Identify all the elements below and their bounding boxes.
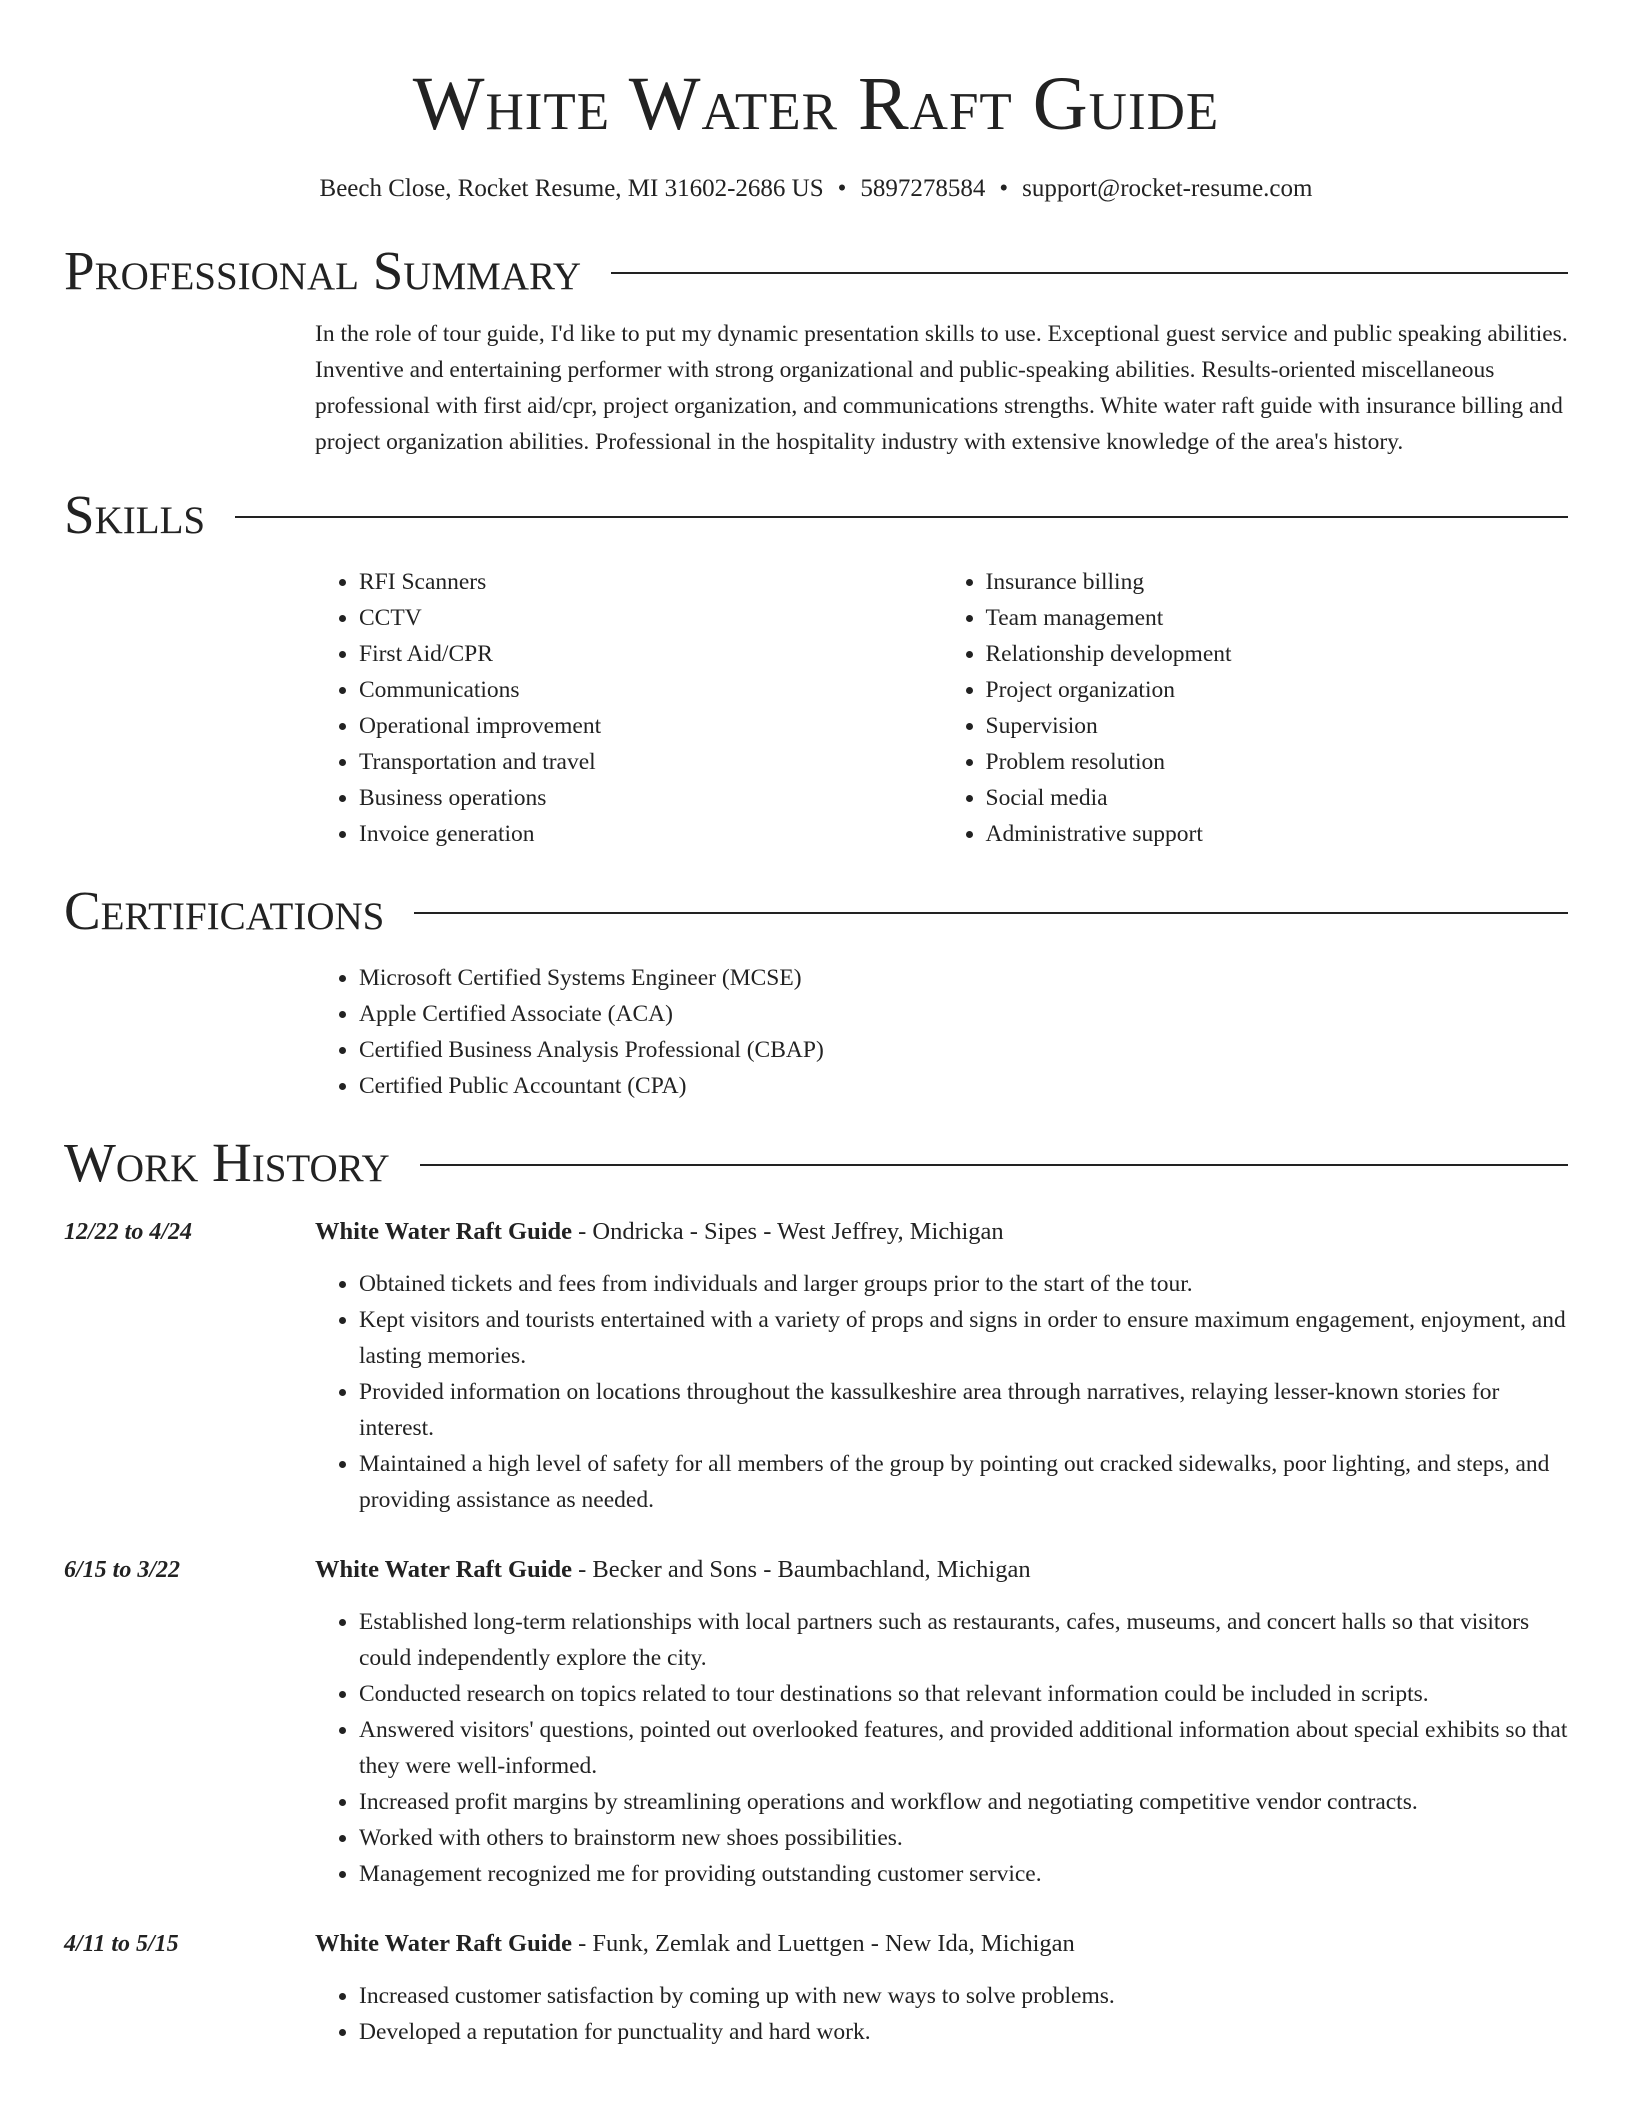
work-section-header xyxy=(64,1130,1568,1196)
skill-item: • Insurance billing xyxy=(986,564,1569,600)
skill-item: • Transportation and travel xyxy=(359,744,942,780)
certification-item: • Certified Public Accountant (CPA) xyxy=(359,1068,1568,1104)
job-bullets xyxy=(315,1266,1568,1518)
job-entry xyxy=(64,1552,1568,1892)
certification-item: • Apple Certified Associate (ACA) xyxy=(359,996,1568,1032)
skill-item: • CCTV xyxy=(359,600,942,636)
skill-item: • Invoice generation xyxy=(359,816,942,852)
contact-email: support@rocket-resume.com xyxy=(1022,175,1313,202)
job-dates: 4/11 to 5/15 xyxy=(64,1931,179,1957)
job-bullet: • Provided information on locations throughout the kassulkeshire area through narratives, relaying lesser-known stories for interest. xyxy=(359,1374,1568,1446)
skill-item: • Project organization xyxy=(986,672,1569,708)
skills-section-header xyxy=(64,482,1568,548)
job-entry xyxy=(64,1214,1568,1518)
job-title: White Water Raft Guide xyxy=(315,1218,573,1245)
job-bullet: • Increased customer satisfaction by coming up with new ways to solve problems. xyxy=(359,1978,1568,2014)
job-heading xyxy=(315,1552,1568,1588)
certifications-list xyxy=(315,960,1568,1104)
skills-list-left xyxy=(315,564,942,852)
job-company: - Becker and Sons - Baumbachland, Michigan xyxy=(572,1556,1031,1583)
skill-item: • Supervision xyxy=(986,708,1569,744)
section-divider xyxy=(611,272,1568,274)
resume-title: White Water Raft Guide xyxy=(412,62,1220,146)
job-content xyxy=(315,1214,1568,1518)
job-bullet: • Obtained tickets and fees from individuals and larger groups prior to the start of the tour. xyxy=(359,1266,1568,1302)
job-dates: 6/15 to 3/22 xyxy=(64,1557,181,1583)
certifications-body xyxy=(315,960,1568,1104)
section-divider xyxy=(414,912,1568,914)
job-dates: 12/22 to 4/24 xyxy=(64,1219,193,1245)
summary-text: In the role of tour guide, I'd like to put my dynamic presentation skills to use. Exceptional guest service and public speaking abilities. Inventive and entertaining performer with strong organizational and public-speaking abilities. Results-oriented miscellaneous professional with first aid/cpr, project organization, and communications strengths. White water raft guide with insurance billing and project organization abilities. Professional in the hospitality industry with extensive knowledge of the area's history. xyxy=(315,321,1568,455)
job-content xyxy=(315,1926,1568,2050)
job-company: - Ondricka - Sipes - West Jeffrey, Michigan xyxy=(572,1218,1004,1245)
section-divider xyxy=(235,516,1568,518)
job-bullet: • Kept visitors and tourists entertained with a variety of props and signs in order to ensure maximum engagement, enjoyment, and lasting memories. xyxy=(359,1302,1568,1374)
job-bullets xyxy=(315,1604,1568,1892)
certification-item: • Certified Business Analysis Professional (CBAP) xyxy=(359,1032,1568,1068)
work-heading: Work History xyxy=(64,1132,390,1193)
job-title: White Water Raft Guide xyxy=(315,1930,573,1957)
skill-item: • Communications xyxy=(359,672,942,708)
certifications-heading: Certifications xyxy=(64,880,385,941)
job-title: White Water Raft Guide xyxy=(315,1556,573,1583)
job-entry xyxy=(64,1926,1568,2050)
job-bullet: • Management recognized me for providing outstanding customer service. xyxy=(359,1856,1568,1892)
skill-item: • RFI Scanners xyxy=(359,564,942,600)
job-bullet: • Developed a reputation for punctuality and hard work. xyxy=(359,2014,1568,2050)
contact-line xyxy=(64,172,1568,206)
job-heading xyxy=(315,1214,1568,1250)
job-content xyxy=(315,1552,1568,1892)
job-bullet: • Established long-term relationships with local partners such as restaurants, cafes, museums, and concert halls so that visitors could independently explore the city. xyxy=(359,1604,1568,1676)
skill-item: • Business operations xyxy=(359,780,942,816)
skill-item: • Social media xyxy=(986,780,1569,816)
certifications-section-header xyxy=(64,878,1568,944)
summary-section-header xyxy=(64,238,1568,304)
job-bullet: • Maintained a high level of safety for all members of the group by pointing out cracked sidewalks, poor lighting, and steps, and providing assistance as needed. xyxy=(359,1446,1568,1518)
skill-item: • Administrative support xyxy=(986,816,1569,852)
job-bullet: • Conducted research on topics related to tour destinations so that relevant information could be included in scripts. xyxy=(359,1676,1568,1712)
section-divider xyxy=(420,1164,1568,1166)
summary-heading: Professional Summary xyxy=(64,240,582,301)
job-heading xyxy=(315,1926,1568,1962)
skills-body xyxy=(315,564,1568,852)
job-bullet: • Worked with others to brainstorm new shoes possibilities. xyxy=(359,1820,1568,1856)
summary-body xyxy=(315,316,1568,460)
contact-separator: • xyxy=(837,175,847,202)
certification-item: • Microsoft Certified Systems Engineer (MCSE) xyxy=(359,960,1568,996)
skill-item: • Team management xyxy=(986,600,1569,636)
job-bullet: • Increased profit margins by streamlining operations and workflow and negotiating competitive vendor contracts. xyxy=(359,1784,1568,1820)
job-company: - Funk, Zemlak and Luettgen - New Ida, Michigan xyxy=(572,1930,1075,1957)
skill-item: • Problem resolution xyxy=(986,744,1569,780)
skill-item: • Relationship development xyxy=(986,636,1569,672)
contact-address: Beech Close, Rocket Resume, MI 31602-2686 US xyxy=(319,175,824,202)
skill-item: • First Aid/CPR xyxy=(359,636,942,672)
job-bullets xyxy=(315,1978,1568,2050)
skill-item: • Operational improvement xyxy=(359,708,942,744)
contact-phone: 5897278584 xyxy=(860,175,986,202)
contact-separator: • xyxy=(999,175,1009,202)
job-bullet: • Answered visitors' questions, pointed out overlooked features, and provided additional information about special exhibits so that they were well-informed. xyxy=(359,1712,1568,1784)
skills-heading: Skills xyxy=(64,484,206,545)
skills-list-right xyxy=(942,564,1569,852)
